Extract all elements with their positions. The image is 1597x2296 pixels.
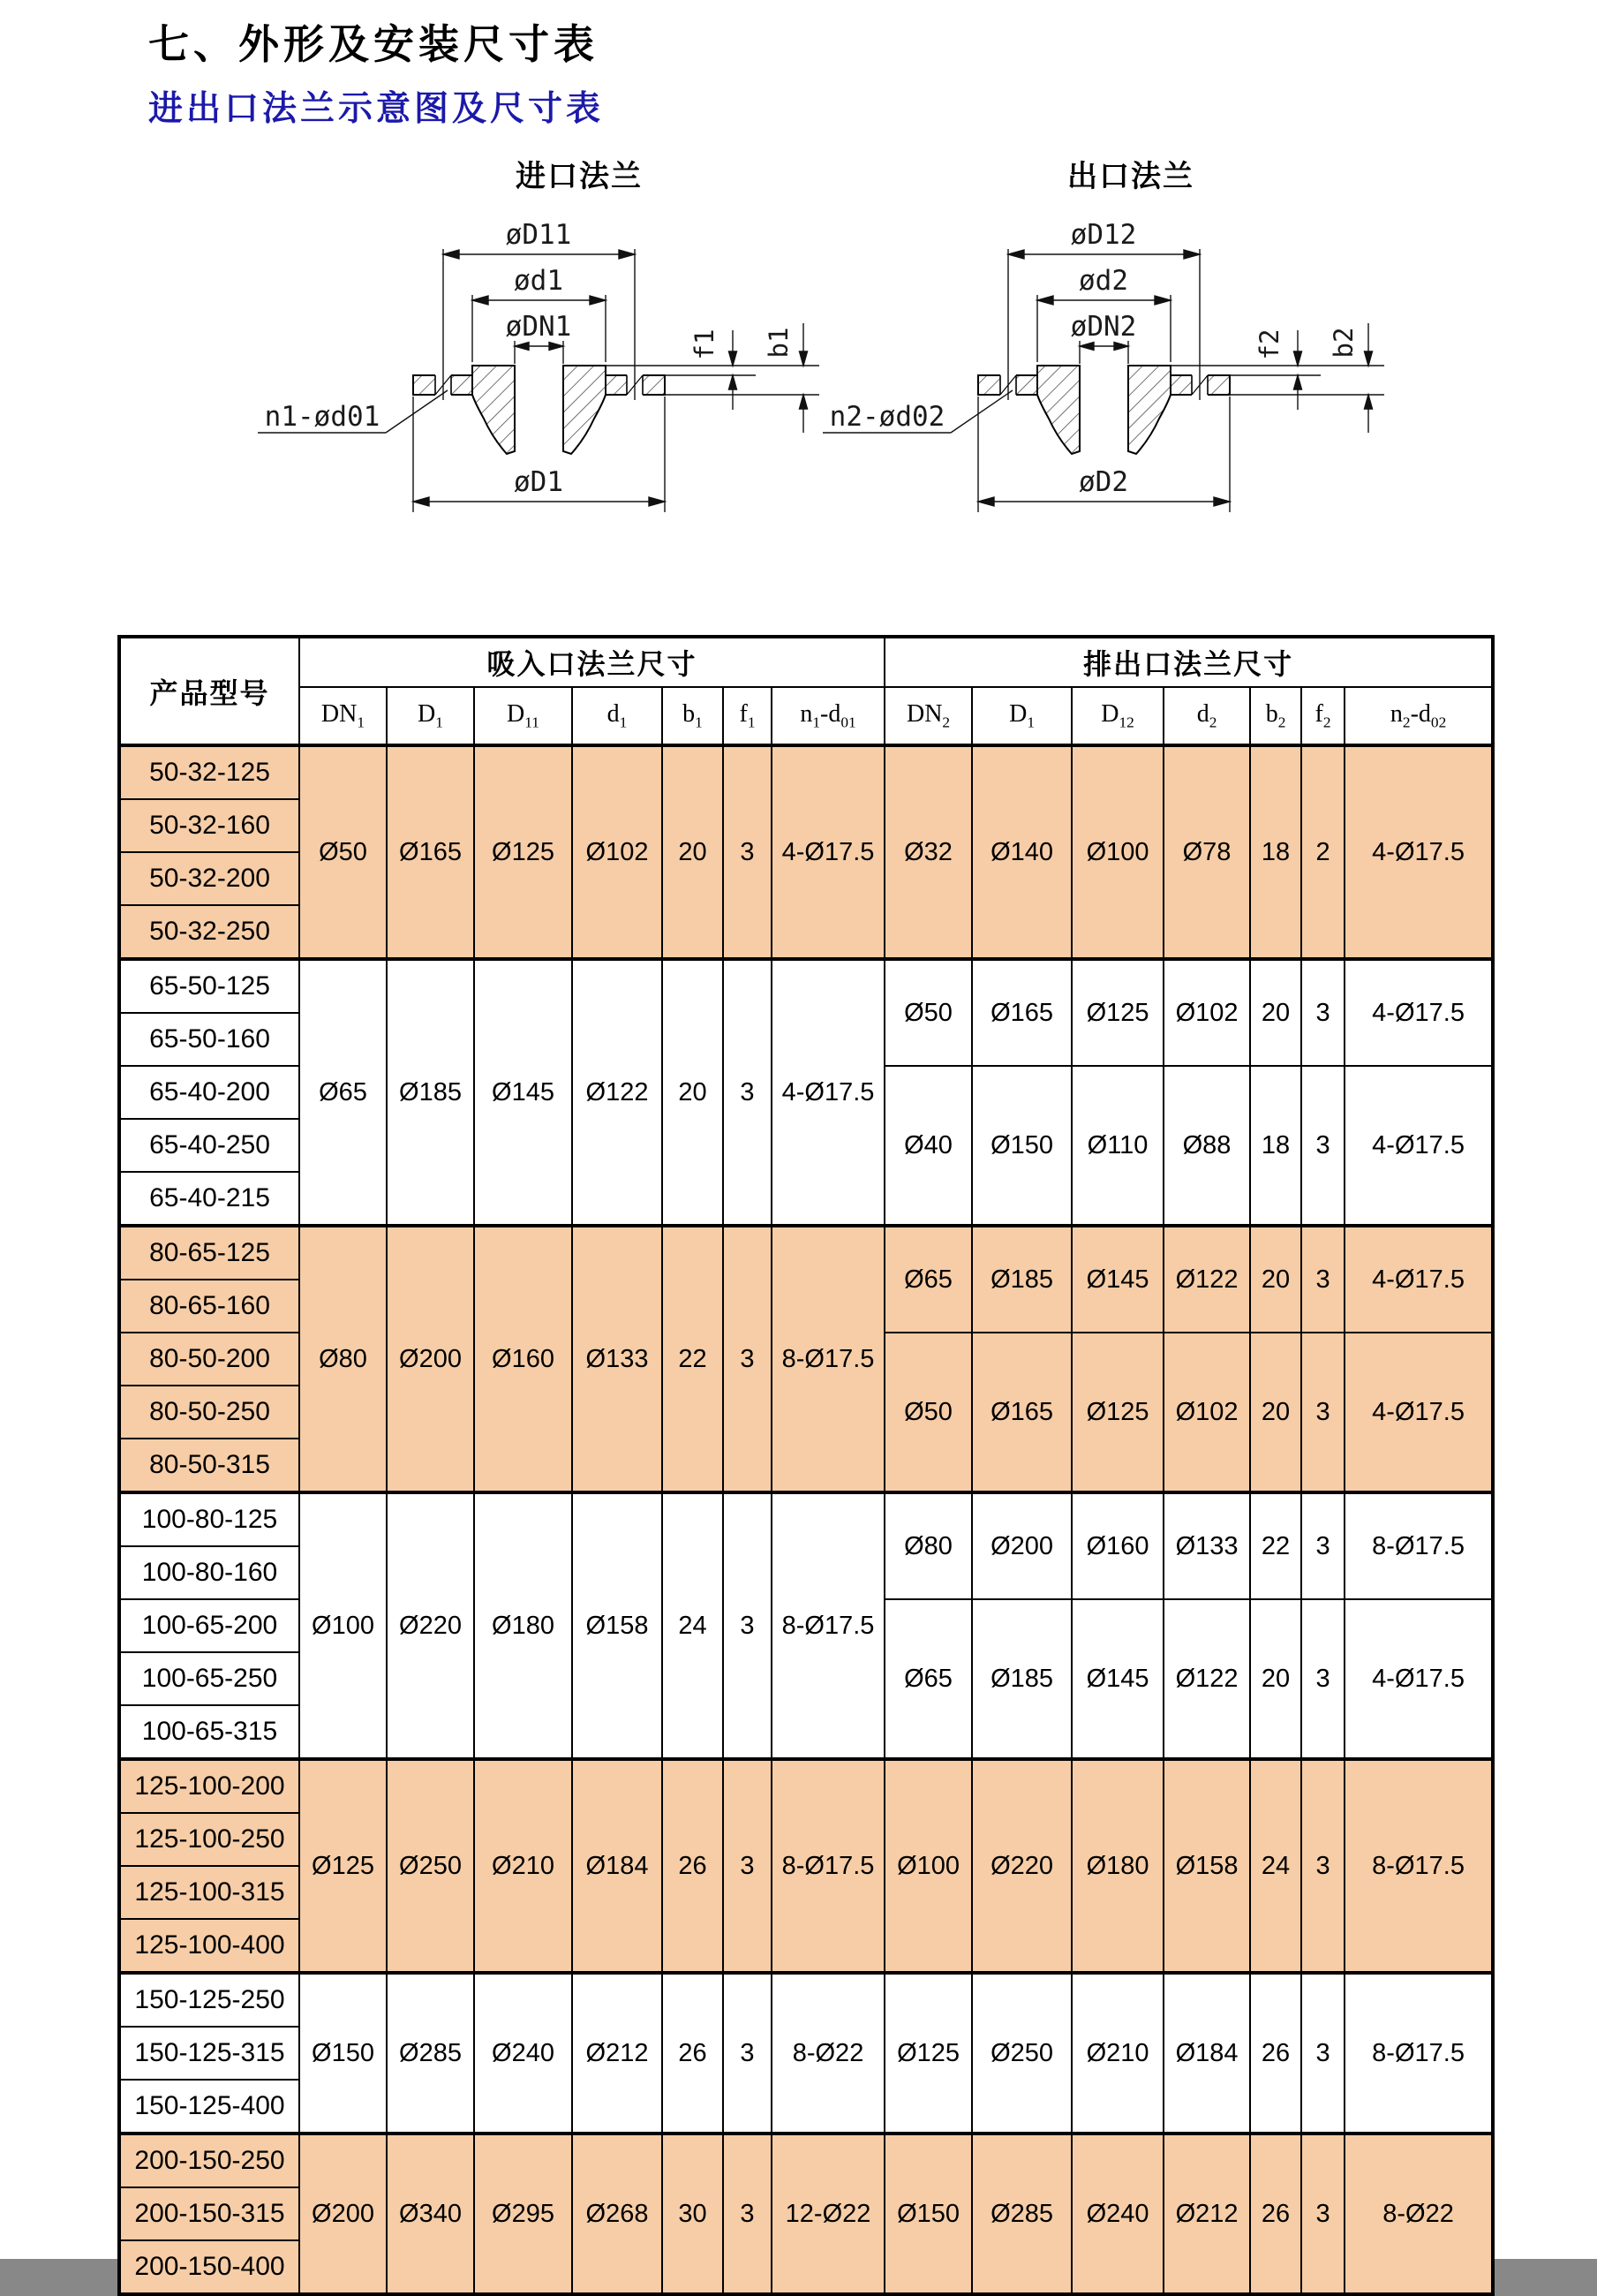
col-header: $n_1-d_{01}$ — [772, 687, 885, 745]
product-model-cell: 65-40-215 — [119, 1172, 299, 1226]
suction-value-cell: Ø340 — [387, 2134, 474, 2294]
suction-value-cell: 4-Ø17.5 — [772, 959, 885, 1226]
discharge-value-cell: 26 — [1250, 2134, 1301, 2294]
discharge-value-cell: Ø145 — [1072, 1226, 1164, 1333]
suction-value-cell: Ø285 — [387, 1973, 474, 2134]
suction-group-header: 吸入口法兰尺寸 — [299, 637, 885, 687]
suction-value-cell: 8-Ø17.5 — [772, 1226, 885, 1492]
discharge-value-cell: Ø100 — [1072, 745, 1164, 959]
suction-value-cell: Ø185 — [387, 959, 474, 1226]
discharge-value-cell: 3 — [1301, 1759, 1345, 1973]
product-model-cell: 100-80-125 — [119, 1492, 299, 1546]
dim-label-d2: ød2 — [1079, 265, 1128, 297]
discharge-value-cell: 20 — [1250, 1333, 1301, 1492]
suction-value-cell: Ø184 — [572, 1759, 662, 1973]
discharge-value-cell: 3 — [1301, 959, 1345, 1066]
discharge-value-cell: 3 — [1301, 1599, 1345, 1759]
suction-value-cell: Ø150 — [299, 1973, 387, 2134]
product-model-cell: 50-32-200 — [119, 852, 299, 905]
discharge-group-header: 排出口法兰尺寸 — [885, 637, 1493, 687]
discharge-value-cell: 20 — [1250, 959, 1301, 1066]
flange-section-shape — [413, 366, 665, 454]
discharge-value-cell: Ø180 — [1072, 1759, 1164, 1973]
product-model-cell: 80-65-125 — [119, 1226, 299, 1280]
product-model-cell: 80-50-250 — [119, 1386, 299, 1439]
dim-label-b1: b1 — [764, 327, 794, 359]
dim-label-n1-d01: n1-ød01 — [264, 401, 380, 433]
discharge-value-cell: Ø102 — [1164, 1333, 1250, 1492]
discharge-value-cell: Ø160 — [1072, 1492, 1164, 1599]
suction-value-cell: 3 — [723, 745, 772, 959]
product-model-cell: 200-150-315 — [119, 2187, 299, 2240]
table-row — [119, 959, 1493, 1013]
suction-value-cell: Ø80 — [299, 1226, 387, 1492]
discharge-value-cell: 3 — [1301, 1066, 1345, 1226]
discharge-value-cell: 20 — [1250, 1226, 1301, 1333]
discharge-value-cell: 3 — [1301, 1492, 1345, 1599]
product-model-cell: 80-50-200 — [119, 1333, 299, 1386]
suction-value-cell: Ø145 — [474, 959, 572, 1226]
product-model-cell: 50-32-250 — [119, 905, 299, 959]
col-header: $d_1$ — [572, 687, 662, 745]
product-model-cell: 125-100-200 — [119, 1759, 299, 1813]
dim-label-D2: øD2 — [1079, 466, 1128, 498]
dim-label-D11: øD11 — [505, 219, 572, 251]
discharge-value-cell: Ø150 — [885, 2134, 972, 2294]
discharge-value-cell: 18 — [1250, 1066, 1301, 1226]
col-header: $n_2-d_{02}$ — [1345, 687, 1493, 745]
dim-label-f1: f1 — [689, 329, 719, 360]
discharge-value-cell: Ø80 — [885, 1492, 972, 1599]
suction-value-cell: Ø200 — [387, 1226, 474, 1492]
suction-value-cell: 3 — [723, 1759, 772, 1973]
suction-value-cell: Ø122 — [572, 959, 662, 1226]
discharge-value-cell: Ø165 — [972, 959, 1072, 1066]
flange-dimension-table — [117, 635, 1495, 2296]
table-row — [119, 1226, 1493, 1280]
discharge-value-cell: 4-Ø17.5 — [1345, 1333, 1493, 1492]
suction-value-cell: 3 — [723, 2134, 772, 2294]
dim-label-DN1: øDN1 — [505, 311, 572, 343]
col-header: $D_{12}$ — [1072, 687, 1164, 745]
product-model-cell: 65-50-160 — [119, 1013, 299, 1066]
discharge-value-cell: Ø50 — [885, 959, 972, 1066]
dim-label-D12: øD12 — [1070, 219, 1137, 251]
product-model-cell: 200-150-250 — [119, 2134, 299, 2187]
discharge-value-cell: Ø133 — [1164, 1492, 1250, 1599]
col-header: $d_2$ — [1164, 687, 1250, 745]
discharge-value-cell: 4-Ø17.5 — [1345, 745, 1493, 959]
dim-label-DN2: øDN2 — [1070, 311, 1137, 343]
suction-value-cell: 20 — [662, 745, 723, 959]
col-header: $f_2$ — [1301, 687, 1345, 745]
table-header-row-symbols — [119, 687, 1493, 745]
suction-value-cell: Ø100 — [299, 1492, 387, 1759]
product-model-cell: 150-125-250 — [119, 1973, 299, 2027]
suction-value-cell: Ø220 — [387, 1492, 474, 1759]
discharge-value-cell: Ø185 — [972, 1599, 1072, 1759]
dim-label-D1: øD1 — [514, 466, 563, 498]
page-subtitle: 进出口法兰示意图及尺寸表 — [148, 90, 605, 128]
product-model-header: 产品型号 — [119, 637, 299, 745]
discharge-value-cell: Ø200 — [972, 1492, 1072, 1599]
discharge-value-cell: 3 — [1301, 1226, 1345, 1333]
discharge-value-cell: Ø285 — [972, 2134, 1072, 2294]
discharge-value-cell: Ø184 — [1164, 1973, 1250, 2134]
discharge-value-cell: Ø100 — [885, 1759, 972, 1973]
suction-value-cell: 3 — [723, 959, 772, 1226]
discharge-value-cell: Ø65 — [885, 1599, 972, 1759]
product-model-cell: 100-65-200 — [119, 1599, 299, 1652]
product-model-cell: 65-40-200 — [119, 1066, 299, 1119]
discharge-value-cell: 3 — [1301, 1333, 1345, 1492]
suction-value-cell: Ø158 — [572, 1492, 662, 1759]
suction-value-cell: Ø212 — [572, 1973, 662, 2134]
inlet-flange-title: 进口法兰 — [516, 161, 643, 193]
dim-label-n2-d02: n2-ød02 — [829, 401, 945, 433]
col-header: $f_1$ — [723, 687, 772, 745]
suction-value-cell: Ø160 — [474, 1226, 572, 1492]
discharge-value-cell: 8-Ø17.5 — [1345, 1973, 1493, 2134]
discharge-value-cell: Ø212 — [1164, 2134, 1250, 2294]
product-model-cell: 150-125-400 — [119, 2080, 299, 2134]
suction-value-cell: 30 — [662, 2134, 723, 2294]
discharge-value-cell: Ø78 — [1164, 745, 1250, 959]
col-header: $DN_1$ — [299, 687, 387, 745]
dim-label-d1: ød1 — [514, 265, 563, 297]
outlet-flange-title: 出口法兰 — [1067, 161, 1194, 193]
discharge-value-cell: 2 — [1301, 745, 1345, 959]
product-model-cell: 150-125-315 — [119, 2027, 299, 2080]
suction-value-cell: 20 — [662, 959, 723, 1226]
discharge-value-cell: Ø50 — [885, 1333, 972, 1492]
discharge-value-cell: 8-Ø22 — [1345, 2134, 1493, 2294]
flange-table-body — [119, 745, 1493, 2294]
discharge-value-cell: Ø150 — [972, 1066, 1072, 1226]
suction-value-cell: Ø200 — [299, 2134, 387, 2294]
discharge-value-cell: Ø122 — [1164, 1226, 1250, 1333]
suction-value-cell: Ø65 — [299, 959, 387, 1226]
section-title: 七、外形及安装尺寸表 — [148, 22, 599, 67]
discharge-value-cell: Ø102 — [1164, 959, 1250, 1066]
discharge-value-cell: Ø40 — [885, 1066, 972, 1226]
product-model-cell: 50-32-160 — [119, 799, 299, 852]
discharge-value-cell: Ø110 — [1072, 1066, 1164, 1226]
col-header: $D_1$ — [387, 687, 474, 745]
suction-value-cell: 3 — [723, 1973, 772, 2134]
suction-value-cell: Ø295 — [474, 2134, 572, 2294]
suction-value-cell: Ø165 — [387, 745, 474, 959]
product-model-cell: 125-100-250 — [119, 1813, 299, 1866]
table-row — [119, 1759, 1493, 1813]
discharge-value-cell: Ø220 — [972, 1759, 1072, 1973]
discharge-value-cell: 3 — [1301, 2134, 1345, 2294]
suction-value-cell: 3 — [723, 1492, 772, 1759]
col-header: $DN_2$ — [885, 687, 972, 745]
discharge-value-cell: Ø145 — [1072, 1599, 1164, 1759]
table-row — [119, 745, 1493, 799]
discharge-value-cell: Ø185 — [972, 1226, 1072, 1333]
discharge-value-cell: 3 — [1301, 1973, 1345, 2134]
suction-value-cell: 12-Ø22 — [772, 2134, 885, 2294]
suction-value-cell: Ø102 — [572, 745, 662, 959]
product-model-cell: 65-50-125 — [119, 959, 299, 1013]
suction-value-cell: Ø210 — [474, 1759, 572, 1973]
table-row — [119, 2134, 1493, 2187]
col-header: $D_{11}$ — [474, 687, 572, 745]
product-model-cell: 100-80-160 — [119, 1546, 299, 1599]
discharge-value-cell: 20 — [1250, 1599, 1301, 1759]
table-header-row-groups — [119, 637, 1493, 687]
col-header: $b_1$ — [662, 687, 723, 745]
flange-section-shape — [978, 366, 1230, 454]
inlet-flange-diagram — [238, 201, 892, 572]
discharge-value-cell: 4-Ø17.5 — [1345, 1226, 1493, 1333]
discharge-value-cell: 22 — [1250, 1492, 1301, 1599]
discharge-value-cell: Ø125 — [1072, 1333, 1164, 1492]
discharge-value-cell: Ø165 — [972, 1333, 1072, 1492]
suction-value-cell: Ø240 — [474, 1973, 572, 2134]
suction-value-cell: 26 — [662, 1759, 723, 1973]
discharge-value-cell: Ø240 — [1072, 2134, 1164, 2294]
discharge-value-cell: Ø140 — [972, 745, 1072, 959]
discharge-value-cell: Ø88 — [1164, 1066, 1250, 1226]
discharge-value-cell: Ø210 — [1072, 1973, 1164, 2134]
discharge-value-cell: 4-Ø17.5 — [1345, 1599, 1493, 1759]
suction-value-cell: 8-Ø17.5 — [772, 1492, 885, 1759]
suction-value-cell: 22 — [662, 1226, 723, 1492]
discharge-value-cell: Ø125 — [885, 1973, 972, 2134]
product-model-cell: 50-32-125 — [119, 745, 299, 799]
suction-value-cell: 3 — [723, 1226, 772, 1492]
suction-value-cell: 26 — [662, 1973, 723, 2134]
col-header: $b_2$ — [1250, 687, 1301, 745]
outlet-flange-diagram — [803, 201, 1457, 572]
suction-value-cell: Ø268 — [572, 2134, 662, 2294]
product-model-cell: 125-100-400 — [119, 1919, 299, 1973]
discharge-value-cell: 4-Ø17.5 — [1345, 959, 1493, 1066]
discharge-value-cell: 18 — [1250, 745, 1301, 959]
col-header: $D_1$ — [972, 687, 1072, 745]
discharge-value-cell: 4-Ø17.5 — [1345, 1066, 1493, 1226]
product-model-cell: 100-65-250 — [119, 1652, 299, 1705]
suction-value-cell: 8-Ø22 — [772, 1973, 885, 2134]
discharge-value-cell: 24 — [1250, 1759, 1301, 1973]
suction-value-cell: Ø125 — [474, 745, 572, 959]
dim-label-b2: b2 — [1329, 327, 1359, 359]
discharge-value-cell: Ø250 — [972, 1973, 1072, 2134]
discharge-value-cell: Ø158 — [1164, 1759, 1250, 1973]
product-model-cell: 80-50-315 — [119, 1439, 299, 1492]
suction-value-cell: Ø50 — [299, 745, 387, 959]
suction-value-cell: Ø180 — [474, 1492, 572, 1759]
suction-value-cell: 24 — [662, 1492, 723, 1759]
table-row — [119, 1492, 1493, 1546]
suction-value-cell: Ø133 — [572, 1226, 662, 1492]
discharge-value-cell: 8-Ø17.5 — [1345, 1759, 1493, 1973]
product-model-cell: 100-65-315 — [119, 1705, 299, 1759]
dim-label-f2: f2 — [1254, 329, 1284, 360]
product-model-cell: 200-150-400 — [119, 2240, 299, 2294]
table-row — [119, 1973, 1493, 2027]
discharge-value-cell: Ø125 — [1072, 959, 1164, 1066]
discharge-value-cell: 8-Ø17.5 — [1345, 1492, 1493, 1599]
suction-value-cell: Ø125 — [299, 1759, 387, 1973]
product-model-cell: 65-40-250 — [119, 1119, 299, 1172]
product-model-cell: 80-65-160 — [119, 1280, 299, 1333]
suction-value-cell: Ø250 — [387, 1759, 474, 1973]
suction-value-cell: 8-Ø17.5 — [772, 1759, 885, 1973]
discharge-value-cell: Ø32 — [885, 745, 972, 959]
discharge-value-cell: 26 — [1250, 1973, 1301, 2134]
suction-value-cell: 4-Ø17.5 — [772, 745, 885, 959]
discharge-value-cell: Ø65 — [885, 1226, 972, 1333]
product-model-cell: 125-100-315 — [119, 1866, 299, 1919]
discharge-value-cell: Ø122 — [1164, 1599, 1250, 1759]
